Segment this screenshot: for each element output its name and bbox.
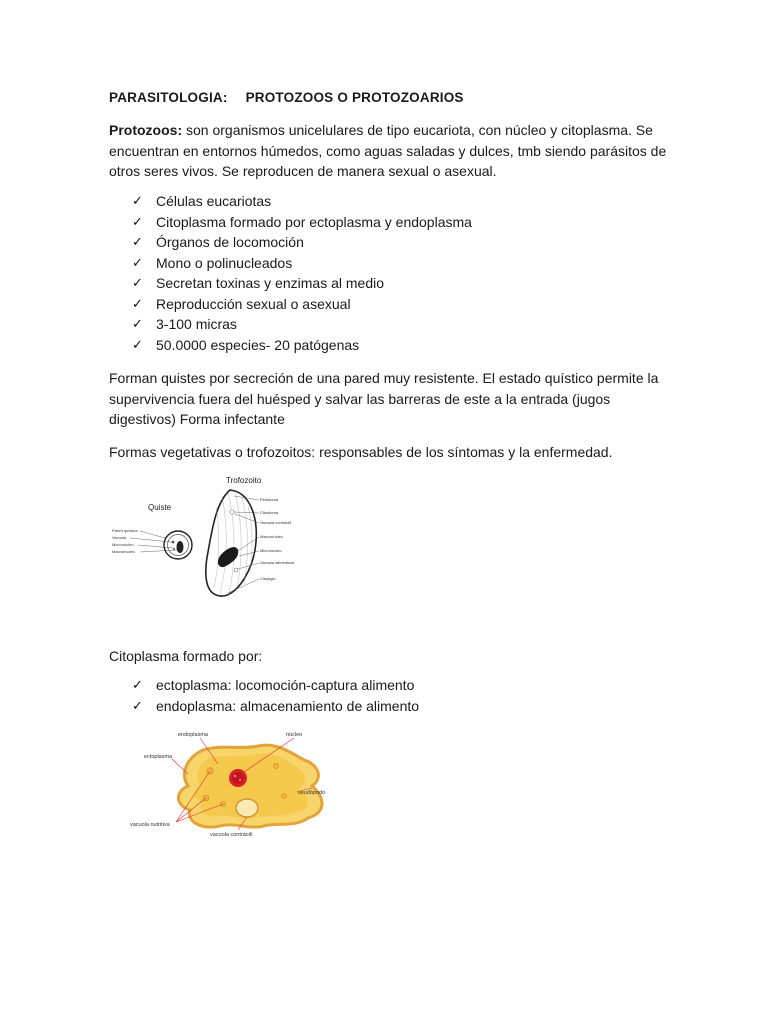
quiste-trofozoito-figure	[108, 472, 308, 602]
quiste-label: Micronúcleo	[112, 542, 134, 547]
features-list	[132, 191, 472, 355]
intro-paragraph	[109, 120, 669, 182]
quiste-label: Vacuola	[112, 535, 127, 540]
list-item-text: Reproducción sexual o asexual	[156, 295, 351, 312]
list-item-text: Mono o polinucleados	[156, 254, 293, 271]
trofozoito-label: Citopigio	[260, 576, 276, 581]
list-item	[132, 335, 472, 356]
list-item	[132, 314, 472, 335]
list-item	[132, 273, 472, 294]
list-item	[132, 191, 472, 212]
trofozoito-label: Vacuola alimenticia	[260, 560, 295, 565]
intro-text: son organismos unicelulares de tipo eucariota, con núcleo y citoplasma. Se encuentran en entornos húmedos, como aguas saladas y dulces, tmb siendo parásitos de otros seres vivos. Se reproducen de manera sexual o asexual.	[109, 122, 667, 179]
citoplasma-heading: Citoplasma formado por:	[109, 648, 263, 664]
seudopodo-label: seudópodo	[298, 790, 326, 796]
vacuola-contractil-label: vacuola contráctil	[210, 832, 253, 838]
trofozoito-title: Trofozoito	[226, 476, 262, 485]
checkmark-icon: ✓	[132, 295, 143, 311]
trofozoito-label: Micronúcleo	[260, 548, 282, 553]
amoeba-diagram	[128, 726, 358, 846]
checkmark-icon: ✓	[132, 316, 143, 331]
quiste-trofozoito-diagram	[108, 472, 308, 602]
trofozoito-label: Citostoma	[260, 510, 279, 515]
cyst-drawing	[164, 531, 192, 559]
list-item-text: ectoplasma: locomoción-captura alimento	[156, 677, 415, 693]
vegetative-paragraph: Formas vegetativas o trofozoitos: responsables de los síntomas y la enfermedad.	[109, 444, 613, 460]
title-subject: PARASITOLOGIA:	[109, 90, 228, 105]
list-item-text: 3-100 micras	[156, 316, 237, 332]
intro-term: Protozoos:	[109, 122, 183, 138]
list-item-text: 50.0000 especies- 20 patógenas	[156, 336, 360, 353]
list-item-text: Citoplasma formado por ectoplasma y endoplasma	[156, 213, 472, 230]
checkmark-icon: ✓	[132, 677, 143, 692]
list-item	[132, 294, 472, 315]
list-item-text: endoplasma: almacenamiento de alimento	[156, 697, 420, 714]
checkmark-icon: ✓	[132, 336, 143, 352]
trofozoito-label: Macronúcleo	[260, 534, 283, 539]
title-topic: PROTOZOOS O PROTOZOARIOS	[245, 90, 464, 105]
list-item	[132, 696, 419, 717]
checkmark-icon: ✓	[132, 697, 143, 713]
trophozoite-drawing	[206, 490, 257, 596]
amoeba-figure	[128, 726, 358, 846]
checkmark-icon: ✓	[132, 254, 143, 270]
list-item	[132, 675, 419, 696]
list-item-text: Células eucariotas	[156, 193, 272, 209]
endoplasma-label: endoplasma	[178, 732, 208, 738]
checkmark-icon: ✓	[132, 234, 143, 249]
quiste-label: Macronúcleo	[112, 549, 135, 554]
quiste-title: Quiste	[148, 503, 172, 512]
list-item-text: Secretan toxinas y enzimas al medio	[156, 275, 384, 291]
list-item	[132, 212, 472, 233]
vacuola-nutritiva-label: vacuola nutritiva	[130, 822, 170, 828]
list-item	[132, 253, 472, 274]
citoplasma-list	[132, 675, 419, 716]
trofozoito-label: Vacuola contráctil	[260, 520, 292, 525]
nucleo-label: núcleo	[286, 732, 303, 738]
list-item	[132, 232, 472, 253]
checkmark-icon: ✓	[132, 193, 143, 208]
page-title	[109, 88, 669, 109]
list-item-text: Órganos de locomoción	[156, 234, 304, 250]
trofozoito-label: Peristoma	[260, 497, 279, 502]
checkmark-icon: ✓	[132, 213, 143, 229]
ectoplasma-label: ectoplasma	[144, 754, 173, 760]
cyst-paragraph: Forman quistes por secreción de una pared muy resistente. El estado quístico permite la supervivencia fuera del huésped y salvar las barreras de este a la entrada (jugos digestivos) Forma infectante	[109, 370, 659, 427]
quiste-label: Pared quística	[112, 528, 138, 533]
checkmark-icon: ✓	[132, 275, 143, 290]
